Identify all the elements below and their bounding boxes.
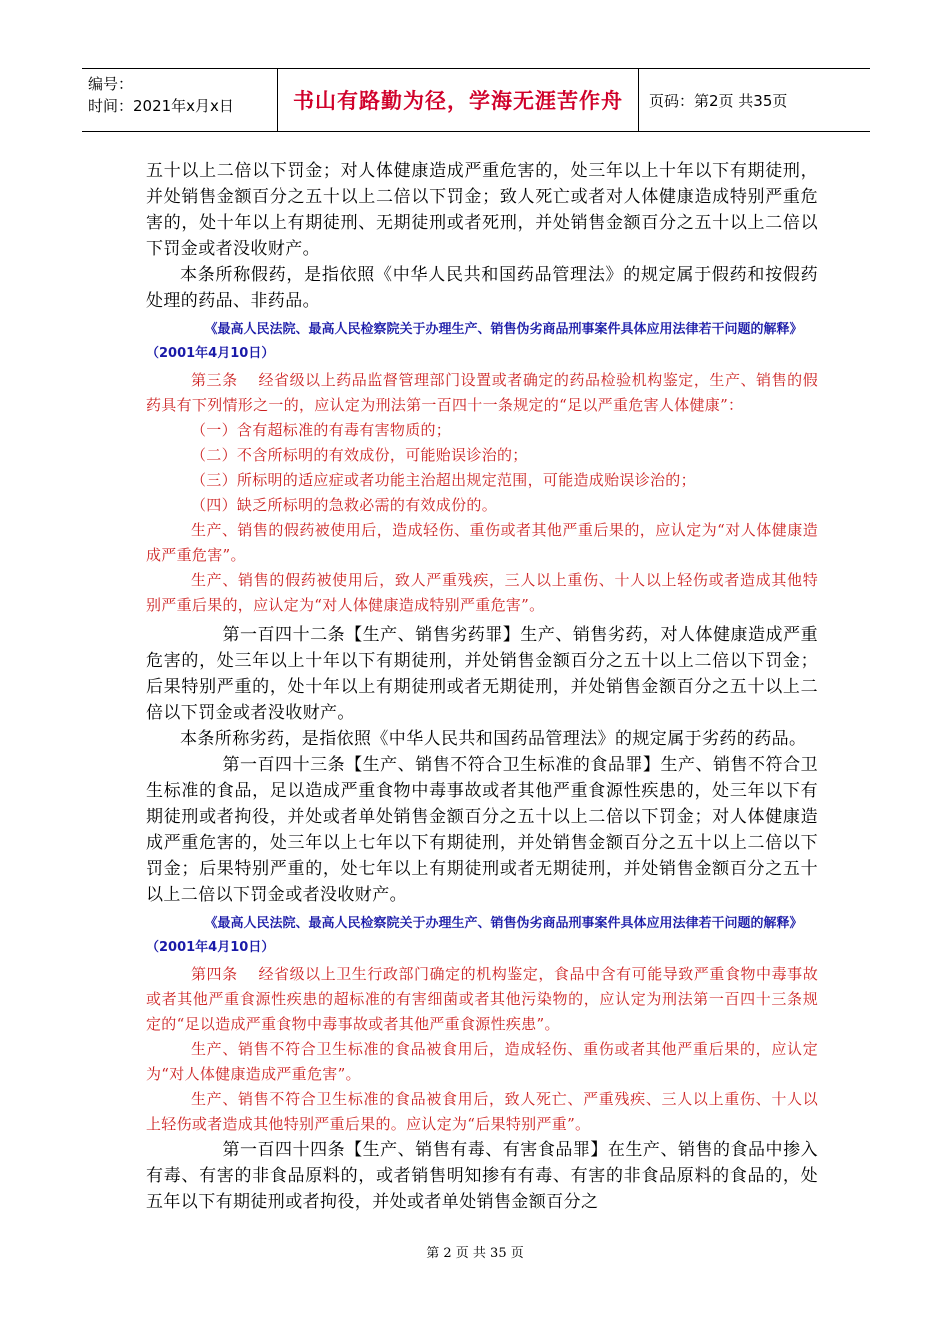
page-header bbox=[82, 68, 870, 132]
page-footer: 第 2 页 共 35 页 bbox=[426, 1246, 524, 1261]
interpretation-paragraph: 第三条 经省级以上药品监督管理部门设置或者确定的药品检验机构鉴定，生产、销售的假药具有下列情形之一的，应认定为刑法第一百四十一条规定的“足以严重危害人体健康”： bbox=[146, 371, 818, 414]
interpretation-item: （一）含有超标准的有毒有害物质的； bbox=[191, 421, 452, 439]
citation-heading: 《最高人民法院、最高人民检察院关于办理生产、销售伪劣商品刑事案件具体应用法律若干问题的解释》（2001年4月10日） bbox=[146, 916, 803, 955]
body-paragraph: 五十以上二倍以下罚金；对人体健康造成严重危害的，处三年以上十年以下有期徒刑，并处销售金额百分之五十以上二倍以下罚金；致人死亡或者对人体健康造成特别严重危害的，处十年以上有期徒刑、无期徒刑或者死刑，并处销售金额百分之五十以上二倍以下罚金或者没收财产。 bbox=[146, 161, 818, 259]
article-paragraph: 第一百四十四条【生产、销售有毒、有害食品罪】在生产、销售的食品中掺入有毒、有害的非食品原料的，或者销售明知掺有有毒、有害的非食品原料的食品的，处五年以下有期徒刑或者拘役，并处或者单处销售金额百分之 bbox=[146, 1140, 818, 1212]
header-motto: 书山有路勤为径，学海无涯苦作舟 bbox=[278, 69, 639, 131]
interpretation-item: （三）所标明的适应症或者功能主治超出规定范围，可能造成贻误诊治的； bbox=[191, 471, 696, 489]
interpretation-item: （四）缺乏所标明的急救必需的有效成份的。 bbox=[191, 496, 498, 514]
article-paragraph: 第一百四十三条【生产、销售不符合卫生标准的食品罪】生产、销售不符合卫生标准的食品，足以造成严重食物中毒事故或者其他严重食源性疾患的，处三年以下有期徒刑或者拘役，并处或者单处销售金额百分之五十以上二倍以下罚金；对人体健康造成严重危害的，处三年以上七年以下有期徒刑，并处销售金额百分之五十以上二倍以下罚金；后果特别严重的，处七年以上有期徒刑或者无期徒刑，并处销售金额百分之五十以上二倍以下罚金或者没收财产。 bbox=[146, 755, 818, 905]
document-time-label: 时间：2021年x月x日 bbox=[88, 97, 234, 115]
interpretation-paragraph: 生产、销售不符合卫生标准的食品被食用后，造成轻伤、重伤或者其他严重后果的，应认定为“对人体健康造成严重危害”。 bbox=[146, 1040, 818, 1083]
header-page-label: 页码：第2页 共35页 bbox=[649, 91, 788, 110]
document-number-label: 编号： bbox=[88, 75, 134, 93]
interpretation-paragraph: 生产、销售的假药被使用后，致人严重残疾，三人以上重伤、十人以上轻伤或者造成其他特别严重后果的，应认定为“对人体健康造成特别严重危害”。 bbox=[146, 571, 818, 614]
citation-heading: 《最高人民法院、最高人民检察院关于办理生产、销售伪劣商品刑事案件具体应用法律若干问题的解释》（2001年4月10日） bbox=[146, 322, 803, 361]
body-paragraph: 本条所称劣药，是指依照《中华人民共和国药品管理法》的规定属于劣药的药品。 bbox=[180, 729, 807, 749]
header-meta bbox=[82, 69, 278, 131]
document-body bbox=[146, 158, 818, 1215]
interpretation-paragraph: 第四条 经省级以上卫生行政部门确定的机构鉴定，食品中含有可能导致严重食物中毒事故或者其他严重食源性疾患的超标准的有害细菌或者其他污染物的，应认定为刑法第一百四十三条规定的“足以造成严重食物中毒事故或者其他严重食源性疾患”。 bbox=[146, 965, 818, 1033]
article-paragraph: 第一百四十二条【生产、销售劣药罪】生产、销售劣药，对人体健康造成严重危害的，处三年以上十年以下有期徒刑，并处销售金额百分之五十以上二倍以下罚金；后果特别严重的，处十年以上有期徒刑或者无期徒刑，并处销售金额百分之五十以上二倍以下罚金或者没收财产。 bbox=[146, 625, 818, 723]
interpretation-paragraph: 生产、销售的假药被使用后，造成轻伤、重伤或者其他严重后果的，应认定为“对人体健康造成严重危害”。 bbox=[146, 521, 818, 564]
body-paragraph: 本条所称假药，是指依照《中华人民共和国药品管理法》的规定属于假药和按假药处理的药品、非药品。 bbox=[146, 265, 818, 311]
interpretation-paragraph: 生产、销售不符合卫生标准的食品被食用后，致人死亡、严重残疾、三人以上重伤、十人以上轻伤或者造成其他特别严重后果的。应认定为“后果特别严重”。 bbox=[146, 1090, 818, 1133]
interpretation-item: （二）不含所标明的有效成份，可能贻误诊治的； bbox=[191, 446, 528, 464]
